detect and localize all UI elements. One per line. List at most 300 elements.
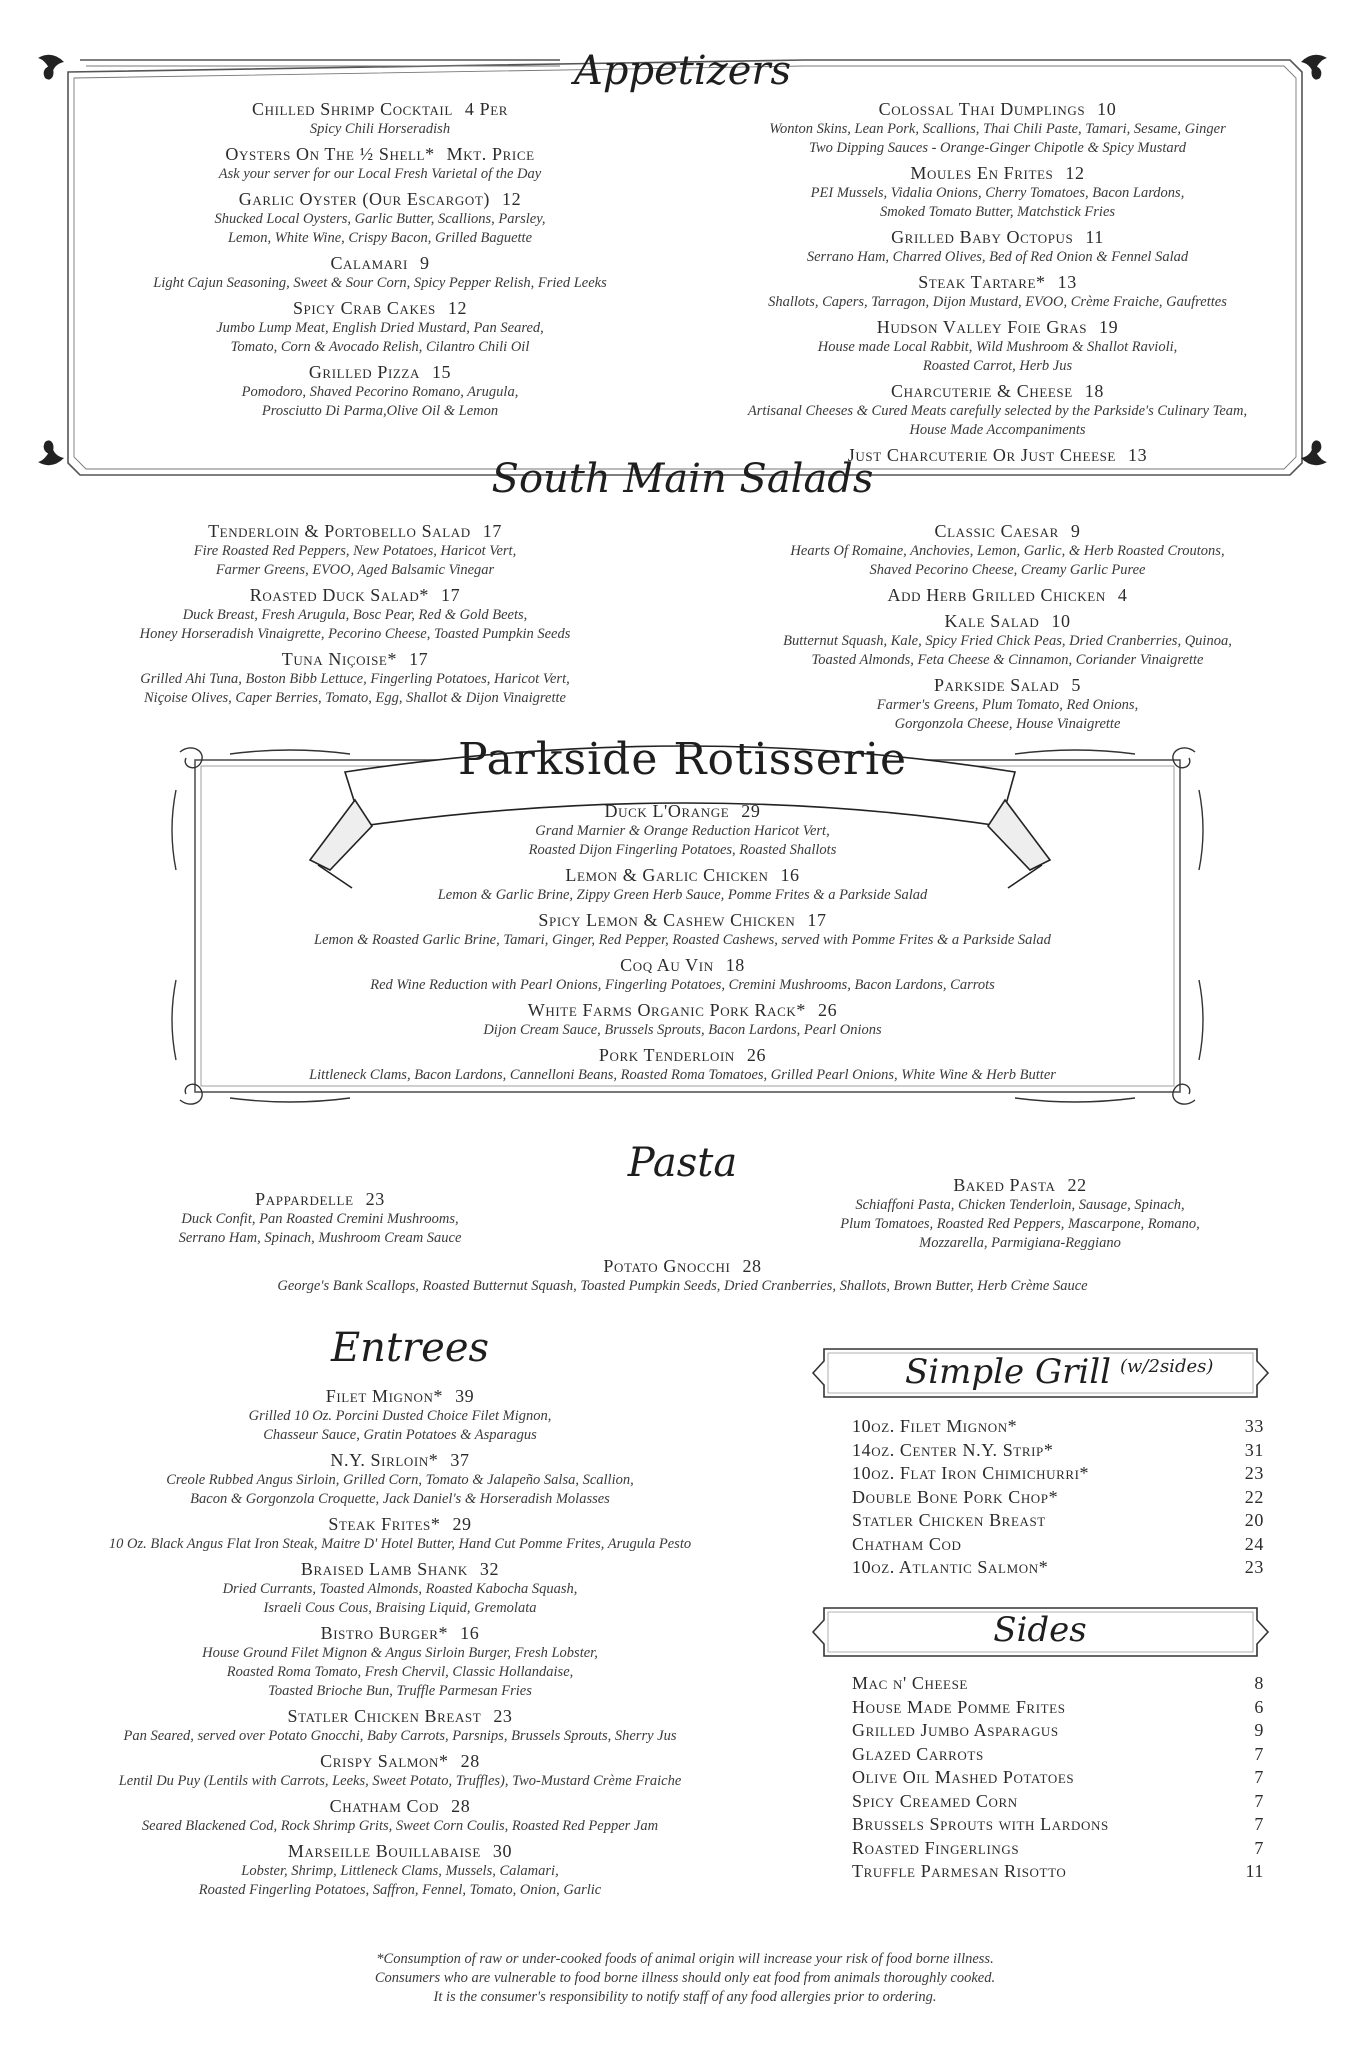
menu-item-name: Spicy Crab Cakes	[292, 298, 436, 318]
menu-item	[80, 188, 680, 248]
description-line: Red Wine Reduction with Pearl Onions, Fingerling Potatoes, Cremini Mushrooms, Bacon Lardons, Carrots	[370, 977, 995, 993]
menu-item-name: Statler Chicken Breast	[287, 1706, 482, 1726]
price-list-row	[852, 1509, 1264, 1533]
description-line: Ask your server for our Local Fresh Varietal of the Day	[218, 166, 542, 182]
description-line: Dijon Cream Sauce, Brussels Sprouts, Bacon Lardons, Pearl Onions	[483, 1022, 882, 1038]
menu-item-name: Calamari	[330, 253, 408, 273]
menu-item-name: Bistro Burger*	[320, 1623, 449, 1643]
menu-item-price: 18	[725, 955, 745, 975]
menu-item-name: Duck L'Orange	[604, 801, 730, 821]
menu-item-price: 26	[818, 1000, 838, 1020]
menu-item-price: 32	[479, 1559, 500, 1579]
menu-item-price: 28	[742, 1256, 762, 1276]
menu-item-description	[80, 274, 680, 293]
menu-item-title	[80, 297, 680, 319]
menu-item-price: 29	[452, 1514, 472, 1534]
menu-item-description	[40, 1727, 760, 1746]
menu-item-title	[700, 226, 1295, 248]
food-safety-notice	[180, 1950, 1190, 2007]
price-list-price: 7	[1254, 1837, 1264, 1858]
menu-item-price: 17	[807, 910, 827, 930]
menu-item-description	[40, 1817, 760, 1836]
menu-item-description	[80, 120, 680, 139]
menu-item-description	[40, 1644, 760, 1701]
description-line: Wonton Skins, Lean Pork, Scallions, Thai Chili Paste, Tamari, Sesame, Ginger	[769, 121, 1226, 137]
menu-item-title	[735, 520, 1280, 542]
menu-item-description	[120, 1277, 1245, 1296]
description-line: Pomodoro, Shaved Pecorino Romano, Arugula,	[241, 384, 519, 400]
menu-item-price: 10	[1051, 611, 1071, 631]
menu-item-description	[80, 319, 680, 357]
menu-item-description	[80, 606, 630, 644]
menu-item-price: 12	[1065, 163, 1085, 183]
menu-item-price: 26	[746, 1045, 767, 1065]
menu-item-title	[735, 610, 1280, 632]
menu-item	[80, 297, 680, 357]
menu-item-description	[735, 632, 1280, 670]
description-line: Grilled 10 Oz. Porcini Dusted Choice Filet Mignon,	[248, 1408, 552, 1424]
description-line: Dried Currants, Toasted Almonds, Roasted Kabocha Squash,	[222, 1581, 578, 1597]
price-list-item: Spicy Creamed Corn	[852, 1790, 1018, 1811]
menu-item	[700, 271, 1295, 312]
description-line: Lemon & Roasted Garlic Brine, Tamari, Ginger, Red Pepper, Roasted Cashews, served with Pomme Frites & a Parkside Salad	[314, 932, 1051, 948]
price-list-item: Double Bone Pork Chop*	[852, 1486, 1059, 1507]
menu-item	[700, 98, 1295, 158]
menu-item-price: 18	[1084, 381, 1104, 401]
menu-item-description	[80, 210, 680, 248]
menu-item-title	[40, 1795, 760, 1817]
menu-item-name: Charcuterie & Cheese	[891, 381, 1073, 401]
description-line: Creole Rubbed Angus Sirloin, Grilled Corn, Tomato & Jalapeño Salsa, Scallion,	[166, 1472, 634, 1488]
description-line: George's Bank Scallops, Roasted Butternut Squash, Toasted Pumpkin Seeds, Dried Cranberries, Shallots, Brown Butter, Herb Crème Sauce	[277, 1278, 1088, 1294]
menu-item	[40, 1840, 760, 1900]
description-line: Spicy Chili Horseradish	[309, 121, 451, 137]
menu-item-name: Pork Tenderloin	[598, 1045, 735, 1065]
menu-item-title	[700, 316, 1295, 338]
menu-item-description	[210, 1066, 1155, 1085]
description-line: Hearts Of Romaine, Anchovies, Lemon, Garlic, & Herb Roasted Croutons,	[790, 543, 1225, 559]
menu-item-price: 16	[780, 865, 800, 885]
menu-item-title	[780, 1174, 1260, 1196]
menu-item	[210, 909, 1155, 950]
description-line: Lemon & Garlic Brine, Zippy Green Herb Sauce, Pomme Frites & a Parkside Salad	[437, 887, 928, 903]
entrees-column	[40, 1385, 760, 1904]
description-line: Toasted Brioche Bun, Truffle Parmesan Fries	[268, 1683, 532, 1699]
appetizers-heading: Appetizers	[573, 48, 792, 94]
menu-item	[80, 98, 680, 139]
menu-item-name: Pappardelle	[255, 1189, 354, 1209]
menu-item-description	[40, 1407, 760, 1445]
menu-item-title	[40, 1622, 760, 1644]
menu-item	[700, 316, 1295, 376]
menu-item-name: Filet Mignon*	[325, 1386, 444, 1406]
salads-right-column	[735, 520, 1280, 738]
menu-item-name: Steak Frites*	[328, 1514, 441, 1534]
salads-left-column	[80, 520, 630, 712]
description-line: Serrano Ham, Charred Olives, Bed of Red Onion & Fennel Salad	[806, 249, 1189, 265]
description-line: Shaved Pecorino Cheese, Creamy Garlic Puree	[869, 562, 1146, 578]
menu-item-name: White Farms Organic Pork Rack*	[527, 1000, 806, 1020]
sides-list	[852, 1672, 1264, 1884]
menu-item-price: 37	[450, 1450, 470, 1470]
price-list-row	[852, 1719, 1264, 1743]
menu-item-description	[700, 338, 1295, 376]
description-line: Smoked Tomato Butter, Matchstick Fries	[879, 204, 1116, 220]
menu-item-name: Potato Gnocchi	[603, 1256, 731, 1276]
price-list-item: House Made Pomme Frites	[852, 1696, 1066, 1717]
rotisserie-heading: Parkside Rotisserie	[457, 734, 908, 785]
menu-item	[700, 380, 1295, 440]
description-line: Jumbo Lump Meat, English Dried Mustard, Pan Seared,	[216, 320, 544, 336]
description-line: Farmer Greens, EVOO, Aged Balsamic Vinegar	[215, 562, 495, 578]
menu-item-title	[120, 1255, 1245, 1277]
menu-item-description	[210, 822, 1155, 860]
description-line: Lentil Du Puy (Lentils with Carrots, Leeks, Sweet Potato, Truffles), Two-Mustard Crème Fraiche	[118, 1773, 682, 1789]
menu-item-description	[700, 184, 1295, 222]
price-list-price: 22	[1244, 1486, 1264, 1507]
menu-item	[40, 1705, 760, 1746]
price-list-price: 6	[1254, 1696, 1264, 1717]
price-list-price: 7	[1254, 1814, 1264, 1834]
menu-item-description	[735, 696, 1280, 734]
description-line: House Ground Filet Mignon & Angus Sirloin Burger, Fresh Lobster,	[202, 1645, 598, 1661]
menu-item-price: 17	[441, 585, 461, 605]
description-line: Lobster, Shrimp, Littleneck Clams, Mussels, Calamari,	[241, 1863, 559, 1879]
price-list-price: 23	[1244, 1557, 1264, 1577]
menu-item	[80, 143, 680, 184]
menu-item	[210, 1044, 1155, 1085]
footer-line: It is the consumer's responsibility to notify staff of any food allergies prior to ordering.	[433, 1989, 937, 2005]
menu-item	[210, 864, 1155, 905]
description-line: Mozzarella, Parmigiana-Reggiano	[919, 1235, 1121, 1251]
menu-item-price: 39	[455, 1386, 475, 1406]
price-list-item: Statler Chicken Breast	[852, 1510, 1046, 1530]
price-list-price: 20	[1244, 1510, 1264, 1530]
menu-item-description	[80, 383, 680, 421]
price-list-item: Glazed Carrots	[852, 1743, 984, 1764]
description-line: Roasted Fingerling Potatoes, Saffron, Fennel, Tomato, Onion, Garlic	[198, 1882, 602, 1898]
menu-item-price: 16	[460, 1623, 480, 1643]
simple-grill-list	[852, 1415, 1264, 1580]
menu-item-description	[735, 542, 1280, 580]
price-list-item: 10oz. Flat Iron Chimichurri*	[852, 1463, 1090, 1483]
menu-item-price: 28	[460, 1751, 480, 1771]
price-list-row	[852, 1533, 1264, 1557]
menu-item-price: 12	[501, 189, 522, 209]
menu-item-name: Moules En Frites	[910, 163, 1054, 183]
description-line: House Made Accompaniments	[909, 422, 1086, 438]
menu-item	[80, 648, 630, 708]
price-list-row	[852, 1696, 1264, 1720]
menu-item	[40, 1750, 760, 1791]
price-list-price: 31	[1244, 1439, 1264, 1460]
description-line: Serrano Ham, Spinach, Mushroom Cream Sauce	[178, 1230, 462, 1246]
menu-item	[40, 1513, 760, 1554]
description-line: Littleneck Clams, Bacon Lardons, Cannelloni Beans, Roasted Roma Tomatoes, Grilled Pearl Onions, White Wine & Herb Butter	[309, 1067, 1056, 1083]
menu-item	[80, 584, 630, 644]
menu-item-title	[80, 648, 630, 670]
menu-item	[40, 1622, 760, 1701]
price-list-item: 14oz. Center N.Y. Strip*	[852, 1439, 1054, 1460]
menu-item-price: 4	[1117, 585, 1128, 605]
menu-item-price: 9	[419, 253, 430, 273]
menu-item	[210, 954, 1155, 995]
price-list-price: 24	[1244, 1533, 1264, 1554]
menu-item	[780, 1174, 1260, 1253]
menu-item-name: Chilled Shrimp Cocktail	[251, 99, 453, 119]
menu-item-title	[40, 1705, 760, 1727]
menu-item-name: Coq Au Vin	[620, 955, 714, 975]
description-line: Seared Blackened Cod, Rock Shrimp Grits, Sweet Corn Coulis, Roasted Red Pepper Jam	[141, 1818, 659, 1834]
price-list-row	[852, 1813, 1264, 1837]
menu-item-description	[210, 1021, 1155, 1040]
menu-item-title	[40, 1385, 760, 1407]
menu-item-price: 11	[1085, 227, 1104, 247]
description-line: Prosciutto Di Parma,Olive Oil & Lemon	[261, 403, 499, 419]
description-line: Schiaffoni Pasta, Chicken Tenderloin, Sausage, Spinach,	[855, 1197, 1185, 1213]
description-line: Roasted Roma Tomato, Fresh Chervil, Classic Hollandaise,	[226, 1664, 574, 1680]
description-line: Shucked Local Oysters, Garlic Butter, Scallions, Parsley,	[214, 211, 546, 227]
menu-item-name: Crispy Salmon*	[320, 1751, 449, 1771]
price-list-item: Roasted Fingerlings	[852, 1837, 1020, 1858]
description-line: Roasted Carrot, Herb Jus	[922, 358, 1073, 374]
menu-item-description	[40, 1772, 760, 1791]
pasta-gnocchi	[120, 1255, 1245, 1300]
menu-item-price: 23	[365, 1189, 385, 1209]
price-list-row	[852, 1790, 1264, 1814]
description-line: Grilled Ahi Tuna, Boston Bibb Lettuce, Fingerling Potatoes, Haricot Vert,	[140, 671, 570, 687]
menu-item-title	[80, 252, 680, 274]
menu-item-title	[80, 584, 630, 606]
menu-item-title	[80, 520, 630, 542]
menu-item-price: 9	[1070, 521, 1081, 541]
menu-item-name: Classic Caesar	[934, 521, 1059, 541]
menu-item-name: Tenderloin & Portobello Salad	[208, 521, 471, 541]
menu-item-name: Just Charcuterie Or Just Cheese	[847, 445, 1116, 465]
menu-item-title	[40, 1750, 760, 1772]
menu-item-title	[40, 1449, 760, 1471]
menu-item-title	[80, 143, 680, 165]
menu-item-description	[210, 886, 1155, 905]
description-line: Roasted Dijon Fingerling Potatoes, Roasted Shallots	[528, 842, 837, 858]
menu-item-title	[40, 1558, 760, 1580]
description-line: Toasted Almonds, Feta Cheese & Cinnamon, Coriander Vinaigrette	[811, 652, 1204, 668]
menu-item-price: Mkt. Price	[446, 144, 535, 164]
menu-item	[210, 800, 1155, 860]
menu-item-title	[210, 800, 1155, 822]
price-list-price: 33	[1244, 1416, 1264, 1436]
description-line: Bacon & Gorgonzola Croquette, Jack Daniel's & Horseradish Molasses	[190, 1491, 610, 1507]
price-list-item: Olive Oil Mashed Potatoes	[852, 1767, 1075, 1787]
description-line: Duck Confit, Pan Roasted Cremini Mushrooms,	[181, 1211, 459, 1227]
menu-item-title	[210, 954, 1155, 976]
price-list-row	[852, 1860, 1264, 1884]
menu-item-name: Grilled Baby Octopus	[891, 227, 1074, 247]
menu-item-price: 17	[482, 521, 502, 541]
menu-item-title	[700, 380, 1295, 402]
price-list-row	[852, 1743, 1264, 1767]
price-list-row	[852, 1462, 1264, 1486]
menu-item-name: Marseille Bouillabaise	[287, 1841, 481, 1861]
menu-item-description	[700, 248, 1295, 267]
menu-item-price: 30	[492, 1841, 513, 1861]
description-line: Honey Horseradish Vinaigrette, Pecorino Cheese, Toasted Pumpkin Seeds	[139, 626, 571, 642]
menu-item-price: 15	[431, 362, 452, 382]
menu-item-price: 4 Per	[464, 99, 509, 119]
footer-line: *Consumption of raw or under-cooked foods of animal origin will increase your risk of food borne illness.	[376, 1951, 994, 1967]
description-line: Niçoise Olives, Caper Berries, Tomato, Egg, Shallot & Dijon Vinaigrette	[144, 690, 566, 706]
description-line: Farmer's Greens, Plum Tomato, Red Onions,	[876, 697, 1139, 713]
price-list-item: 10oz. Filet Mignon*	[852, 1416, 1018, 1436]
menu-item-title	[735, 674, 1280, 696]
price-list-price: 7	[1254, 1767, 1264, 1787]
description-line: Fire Roasted Red Peppers, New Potatoes, Haricot Vert,	[193, 543, 517, 559]
entrees-heading: Entrees	[330, 1325, 490, 1371]
simple-grill-note: (w/2sides)	[1120, 1356, 1214, 1377]
description-line: Chasseur Sauce, Gratin Potatoes & Asparagus	[263, 1427, 537, 1443]
menu-item-title	[210, 909, 1155, 931]
menu-item-price: 13	[1057, 272, 1077, 292]
menu-item-name: Kale Salad	[944, 611, 1040, 631]
price-list-price: 8	[1254, 1673, 1264, 1693]
pasta-pappardelle	[120, 1188, 520, 1252]
menu-item-description	[780, 1196, 1260, 1253]
menu-item	[735, 584, 1280, 606]
menu-item-name: Parkside Salad	[934, 675, 1060, 695]
menu-item-name: Roasted Duck Salad*	[249, 585, 430, 605]
menu-item-title	[120, 1188, 520, 1210]
price-list-item: 10oz. Atlantic Salmon*	[852, 1557, 1049, 1577]
menu-item	[120, 1188, 520, 1248]
footer-line: Consumers who are vulnerable to food borne illness should only eat food from animals thoroughly cooked.	[374, 1970, 996, 1986]
description-line: House made Local Rabbit, Wild Mushroom & Shallot Ravioli,	[817, 339, 1178, 355]
menu-item-name: Baked Pasta	[953, 1175, 1056, 1195]
menu-item-name: Hudson Valley Foie Gras	[876, 317, 1088, 337]
menu-item-name: N.Y. Sirloin*	[330, 1450, 439, 1470]
menu-item-title	[40, 1513, 760, 1535]
menu-item-price: 28	[451, 1796, 471, 1816]
price-list-price: 7	[1254, 1790, 1264, 1811]
price-list-item: Mac n' Cheese	[852, 1673, 968, 1693]
menu-item-price: 22	[1067, 1175, 1087, 1195]
description-line: Pan Seared, served over Potato Gnocchi, Baby Carrots, Parsnips, Brussels Sprouts, Sherry Jus	[123, 1728, 677, 1744]
menu-item-description	[210, 931, 1155, 950]
menu-item-description	[40, 1580, 760, 1618]
menu-item-name: Oysters On The ½ Shell*	[225, 144, 435, 164]
price-list-price: 23	[1244, 1463, 1264, 1483]
description-line: Tomato, Corn & Avocado Relish, Cilantro Chili Oil	[230, 339, 530, 355]
menu-item-name: Chatham Cod	[329, 1796, 440, 1816]
menu-item	[80, 520, 630, 580]
appetizers-left-column	[80, 98, 680, 425]
description-line: PEI Mussels, Vidalia Onions, Cherry Tomatoes, Bacon Lardons,	[810, 185, 1185, 201]
menu-item-price: 19	[1099, 317, 1119, 337]
menu-item-name: Garlic Oyster (Our Escargot)	[238, 189, 490, 209]
appetizers-right-column	[700, 98, 1295, 470]
menu-item	[700, 162, 1295, 222]
menu-item	[80, 252, 680, 293]
menu-item-description	[700, 402, 1295, 440]
price-list-row	[852, 1837, 1264, 1861]
description-line: Two Dipping Sauces - Orange-Ginger Chipotle & Spicy Mustard	[809, 140, 1186, 156]
description-line: Israeli Cous Cous, Braising Liquid, Gremolata	[263, 1600, 537, 1616]
price-list-row	[852, 1439, 1264, 1463]
menu-item-name: Add Herb Grilled Chicken	[887, 585, 1106, 605]
price-list-item: Brussels Sprouts with Lardons	[852, 1814, 1109, 1834]
salads-heading: South Main Salads	[491, 456, 874, 502]
menu-item-description	[700, 293, 1295, 312]
description-line: Butternut Squash, Kale, Spicy Fried Chick Peas, Dried Cranberries, Quinoa,	[783, 633, 1232, 649]
menu-item-description	[80, 670, 630, 708]
menu-item-title	[735, 584, 1280, 606]
menu-item	[40, 1385, 760, 1445]
price-list-item: Truffle Parmesan Risotto	[852, 1861, 1067, 1881]
menu-item-price: 23	[493, 1706, 513, 1726]
menu-item-price: 10	[1097, 99, 1117, 119]
menu-item-price: 17	[409, 649, 429, 669]
price-list-row	[852, 1415, 1264, 1439]
menu-item	[80, 361, 680, 421]
menu-item-description	[80, 165, 680, 184]
menu-item-description	[40, 1862, 760, 1900]
description-line: Lemon, White Wine, Crispy Bacon, Grilled Baguette	[227, 230, 533, 246]
menu-item-name: Colossal Thai Dumplings	[878, 99, 1086, 119]
description-line: Duck Breast, Fresh Arugula, Bosc Pear, Red & Gold Beets,	[182, 607, 528, 623]
menu-item	[735, 674, 1280, 734]
menu-item-name: Lemon & Garlic Chicken	[565, 865, 769, 885]
price-list-item: Chatham Cod	[852, 1533, 962, 1554]
price-list-price: 9	[1254, 1720, 1264, 1740]
price-list-row	[852, 1672, 1264, 1696]
menu-item	[40, 1449, 760, 1509]
menu-item-title	[80, 361, 680, 383]
menu-item-title	[80, 98, 680, 120]
menu-item-title	[80, 188, 680, 210]
price-list-price: 7	[1254, 1743, 1264, 1764]
price-list-row	[852, 1486, 1264, 1510]
menu-item-price: 13	[1127, 445, 1148, 465]
sides-heading: Sides	[993, 1610, 1087, 1650]
menu-item-price: 29	[741, 801, 761, 821]
menu-item-price: 5	[1071, 675, 1081, 695]
menu-item-title	[700, 271, 1295, 293]
menu-item-description	[700, 120, 1295, 158]
pasta-baked	[780, 1174, 1260, 1257]
menu-item-title	[40, 1840, 760, 1862]
menu-item-title	[210, 999, 1155, 1021]
menu-item	[40, 1558, 760, 1618]
menu-item-name: Tuna Niçoise*	[281, 649, 398, 669]
menu-item-description	[210, 976, 1155, 995]
description-line: Shallots, Capers, Tarragon, Dijon Mustard, EVOO, Crème Fraiche, Gaufrettes	[768, 294, 1227, 310]
menu-item-name: Braised Lamb Shank	[300, 1559, 468, 1579]
menu-item	[700, 226, 1295, 267]
menu-item-name: Steak Tartare*	[918, 272, 1046, 292]
price-list-row	[852, 1556, 1264, 1580]
pasta-heading: Pasta	[627, 1140, 738, 1186]
description-line: Plum Tomatoes, Roasted Red Peppers, Mascarpone, Romano,	[840, 1216, 1200, 1232]
menu-item	[735, 520, 1280, 580]
menu-item-price: 12	[447, 298, 468, 318]
price-list-item: Grilled Jumbo Asparagus	[852, 1720, 1059, 1740]
menu-item	[120, 1255, 1245, 1296]
menu-item-name: Spicy Lemon & Cashew Chicken	[538, 910, 796, 930]
description-line: Grand Marnier & Orange Reduction Haricot Vert,	[535, 823, 830, 839]
menu-item	[40, 1795, 760, 1836]
description-line: 10 Oz. Black Angus Flat Iron Steak, Maitre D' Hotel Butter, Hand Cut Pomme Frites, Arugula Pesto	[108, 1536, 692, 1552]
menu-item-title	[700, 98, 1295, 120]
simple-grill-heading: Simple Grill	[905, 1352, 1112, 1392]
